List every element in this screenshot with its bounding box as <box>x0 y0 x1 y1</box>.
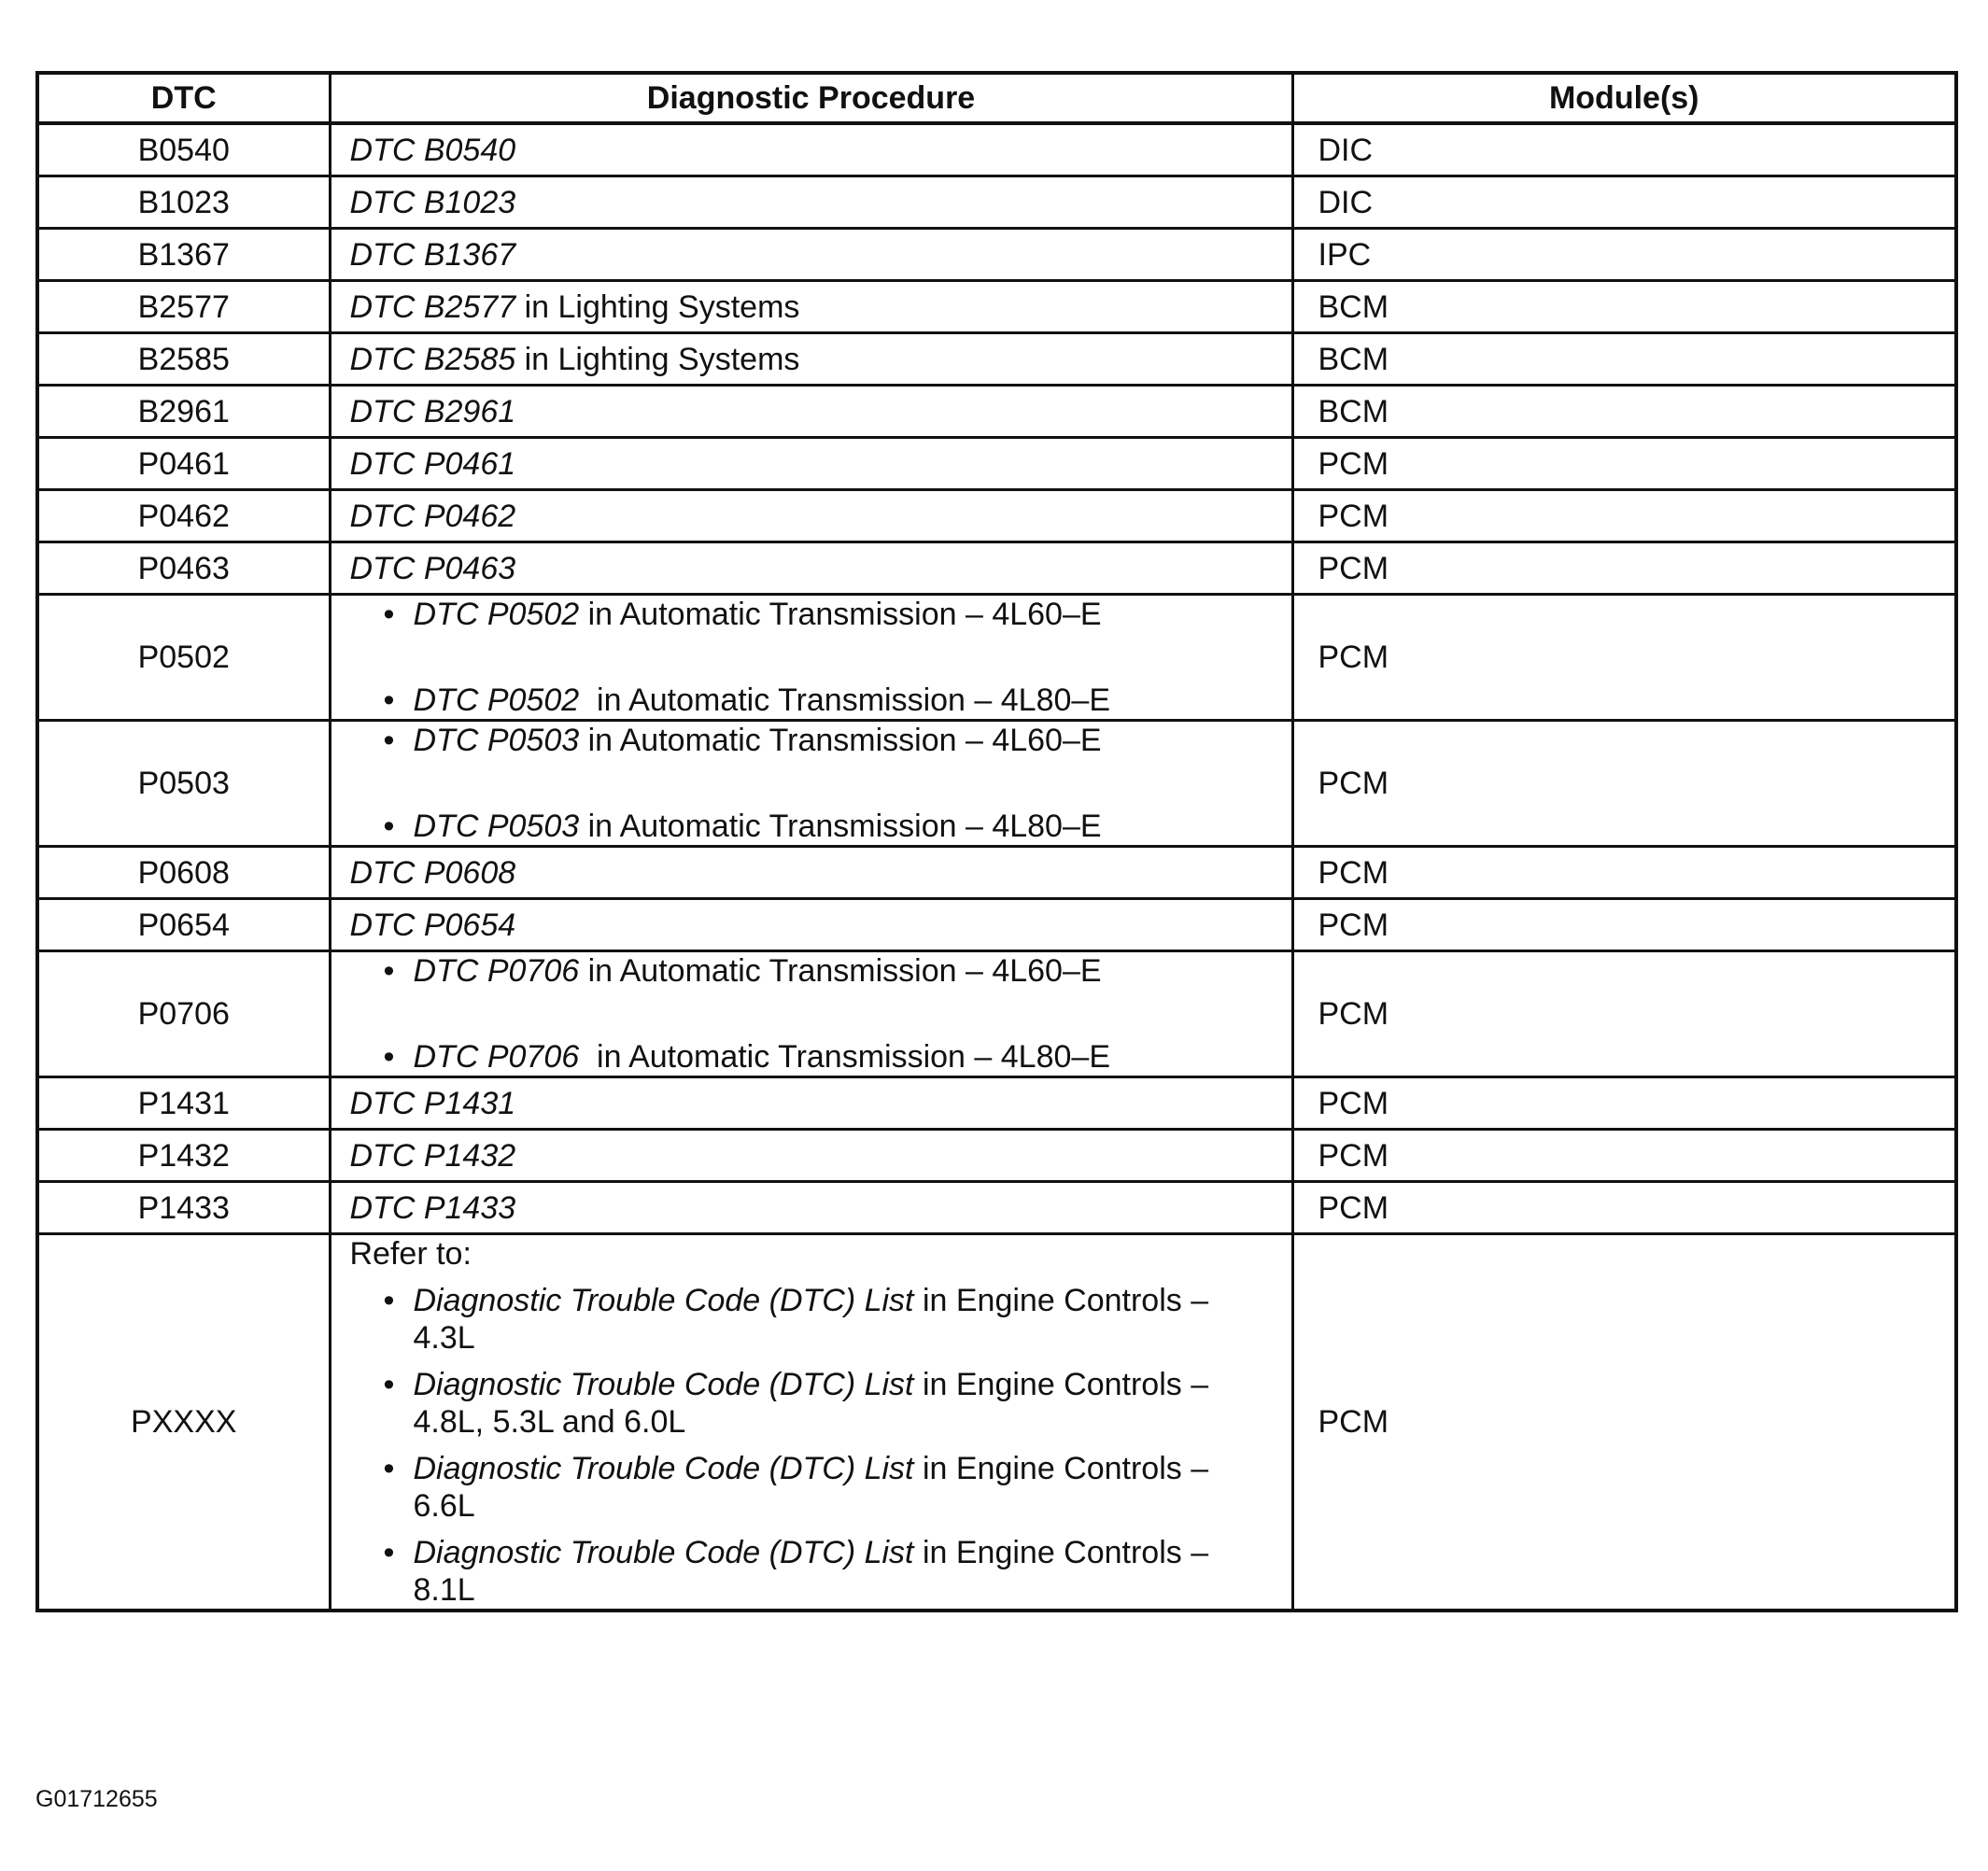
list-item <box>350 722 1273 759</box>
dtc-code: PXXXX <box>37 1234 330 1611</box>
table-row <box>37 490 1956 542</box>
table-row <box>37 1182 1956 1234</box>
table-row <box>37 1130 1956 1182</box>
dtc-code: P1432 <box>37 1130 330 1182</box>
table-row <box>37 899 1956 951</box>
procedure-link[interactable]: DTC P0462 <box>349 498 516 534</box>
module-cell: BCM <box>1292 386 1956 438</box>
header-row <box>37 73 1956 123</box>
module-cell: DIC <box>1292 176 1956 229</box>
procedure-link[interactable]: DTC P0503 <box>413 723 580 758</box>
procedure-suffix: in Automatic Transmission – 4L60–E <box>579 723 1102 758</box>
table-row <box>37 595 1956 721</box>
procedure-link[interactable]: DTC P0654 <box>349 907 516 943</box>
table-row <box>37 542 1956 595</box>
procedure-suffix: in Automatic Transmission – 4L60–E <box>579 597 1102 632</box>
module-cell: PCM <box>1292 490 1956 542</box>
dtc-code: B2585 <box>37 333 330 386</box>
list-item <box>350 1366 1273 1441</box>
procedure-suffix: in Automatic Transmission – 4L60–E <box>579 953 1102 989</box>
procedure-link[interactable]: DTC P1433 <box>349 1189 516 1226</box>
procedure-suffix: in Engine Controls – 6.6L <box>413 1451 1209 1524</box>
module-cell: PCM <box>1292 951 1956 1077</box>
procedure-suffix: in Automatic Transmission – 4L80–E <box>579 1039 1110 1075</box>
list-item <box>350 1534 1273 1609</box>
dtc-code: P0502 <box>37 595 330 721</box>
procedure-suffix: in Automatic Transmission – 4L80–E <box>579 809 1102 844</box>
module-cell: PCM <box>1292 847 1956 899</box>
module-cell: PCM <box>1292 1182 1956 1234</box>
module-cell: BCM <box>1292 281 1956 333</box>
procedure-cell <box>330 899 1292 951</box>
figure-id: G01712655 <box>35 1786 158 1812</box>
dtc-code: P0503 <box>37 721 330 847</box>
refer-to-label: Refer to: <box>349 1236 472 1272</box>
list-item <box>350 596 1273 633</box>
procedure-link[interactable]: DTC P0502 <box>413 682 580 718</box>
procedure-suffix: in Engine Controls – 8.1L <box>413 1535 1209 1608</box>
bullet-icon: • <box>383 682 395 718</box>
procedure-link[interactable]: DTC B2577 <box>349 288 516 325</box>
procedure-link[interactable]: Diagnostic Trouble Code (DTC) List <box>413 1367 914 1402</box>
bullet-icon: • <box>383 1039 395 1075</box>
list-item <box>350 1038 1273 1076</box>
table-row <box>37 176 1956 229</box>
procedure-link[interactable]: DTC P0706 <box>413 1039 580 1075</box>
dtc-table <box>35 71 1958 1612</box>
table-row <box>37 386 1956 438</box>
procedure-cell <box>330 123 1292 176</box>
procedure-cell <box>330 490 1292 542</box>
module-cell: PCM <box>1292 595 1956 721</box>
procedure-cell <box>330 1130 1292 1182</box>
module-cell: PCM <box>1292 721 1956 847</box>
procedure-link[interactable]: DTC P0706 <box>413 953 580 989</box>
table-row <box>37 333 1956 386</box>
procedure-cell <box>330 1182 1292 1234</box>
module-cell: DIC <box>1292 123 1956 176</box>
dtc-code: P0462 <box>37 490 330 542</box>
procedure-cell <box>330 1077 1292 1130</box>
dtc-code: P0654 <box>37 899 330 951</box>
dtc-code: B2577 <box>37 281 330 333</box>
module-cell: PCM <box>1292 542 1956 595</box>
module-cell: PCM <box>1292 1234 1956 1611</box>
procedure-cell <box>330 1234 1292 1611</box>
procedure-link[interactable]: DTC B2585 <box>349 341 516 377</box>
table-row <box>37 281 1956 333</box>
procedure-cell <box>330 542 1292 595</box>
procedure-cell <box>330 281 1292 333</box>
procedure-link[interactable]: DTC P0463 <box>349 550 516 586</box>
procedure-link[interactable]: DTC B2961 <box>349 393 516 429</box>
dtc-code: P1431 <box>37 1077 330 1130</box>
procedure-list <box>350 596 1273 719</box>
procedure-link[interactable]: Diagnostic Trouble Code (DTC) List <box>413 1283 914 1318</box>
table-row <box>37 951 1956 1077</box>
procedure-suffix: in Automatic Transmission – 4L80–E <box>579 682 1110 718</box>
procedure-list <box>350 722 1273 845</box>
table-row <box>37 229 1956 281</box>
dtc-code: P0608 <box>37 847 330 899</box>
dtc-code: P0463 <box>37 542 330 595</box>
procedure-list <box>350 1282 1273 1609</box>
table-row <box>37 721 1956 847</box>
table-row <box>37 123 1956 176</box>
procedure-cell <box>330 333 1292 386</box>
procedure-suffix: in Engine Controls – 4.3L <box>413 1283 1209 1356</box>
bullet-icon: • <box>383 597 395 632</box>
procedure-link[interactable]: DTC P1431 <box>349 1085 516 1121</box>
module-cell: IPC <box>1292 229 1956 281</box>
procedure-link[interactable]: DTC P1432 <box>349 1137 516 1174</box>
dtc-code: B0540 <box>37 123 330 176</box>
dtc-code: P0706 <box>37 951 330 1077</box>
bullet-icon: • <box>383 953 395 989</box>
bullet-icon: • <box>383 809 395 844</box>
procedure-cell <box>330 595 1292 721</box>
table-row <box>37 1234 1956 1611</box>
procedure-link[interactable]: DTC B1023 <box>349 184 516 220</box>
procedure-cell <box>330 229 1292 281</box>
procedure-cell <box>330 438 1292 490</box>
dtc-code: B1367 <box>37 229 330 281</box>
list-item <box>350 952 1273 990</box>
bullet-icon: • <box>383 1367 395 1402</box>
bullet-icon: • <box>383 1535 395 1570</box>
table-row <box>37 1077 1956 1130</box>
table-row <box>37 438 1956 490</box>
module-cell: PCM <box>1292 1077 1956 1130</box>
table-row <box>37 847 1956 899</box>
procedure-link[interactable]: Diagnostic Trouble Code (DTC) List <box>413 1451 914 1486</box>
procedure-cell <box>330 386 1292 438</box>
list-item <box>350 808 1273 845</box>
procedure-suffix: in Lighting Systems <box>515 288 800 325</box>
procedure-link[interactable]: DTC B0540 <box>349 132 516 168</box>
dtc-code: B2961 <box>37 386 330 438</box>
procedure-link[interactable]: DTC P0503 <box>413 809 580 844</box>
dtc-header: DTC <box>37 73 330 123</box>
procedure-suffix: in Engine Controls – 4.8L, 5.3L and 6.0L <box>413 1367 1209 1440</box>
procedure-link[interactable]: DTC P0461 <box>349 445 516 482</box>
procedure-cell <box>330 721 1292 847</box>
module-cell: PCM <box>1292 438 1956 490</box>
bullet-icon: • <box>383 723 395 758</box>
procedure-link[interactable]: DTC P0608 <box>349 854 516 891</box>
module-cell: PCM <box>1292 1130 1956 1182</box>
dtc-code: P1433 <box>37 1182 330 1234</box>
modules-header: Module(s) <box>1292 73 1956 123</box>
procedure-suffix: in Lighting Systems <box>515 341 800 377</box>
procedure-header: Diagnostic Procedure <box>330 73 1292 123</box>
dtc-code: B1023 <box>37 176 330 229</box>
module-cell: PCM <box>1292 899 1956 951</box>
procedure-link[interactable]: DTC B1367 <box>349 236 516 273</box>
bullet-icon: • <box>383 1283 395 1318</box>
procedure-link[interactable]: DTC P0502 <box>413 597 580 632</box>
procedure-cell <box>330 176 1292 229</box>
procedure-cell <box>330 951 1292 1077</box>
dtc-code: P0461 <box>37 438 330 490</box>
list-item <box>350 1450 1273 1525</box>
bullet-icon: • <box>383 1451 395 1486</box>
procedure-link[interactable]: Diagnostic Trouble Code (DTC) List <box>413 1535 914 1570</box>
procedure-list <box>350 952 1273 1076</box>
procedure-cell <box>330 847 1292 899</box>
list-item <box>350 682 1273 719</box>
module-cell: BCM <box>1292 333 1956 386</box>
list-item <box>350 1282 1273 1357</box>
